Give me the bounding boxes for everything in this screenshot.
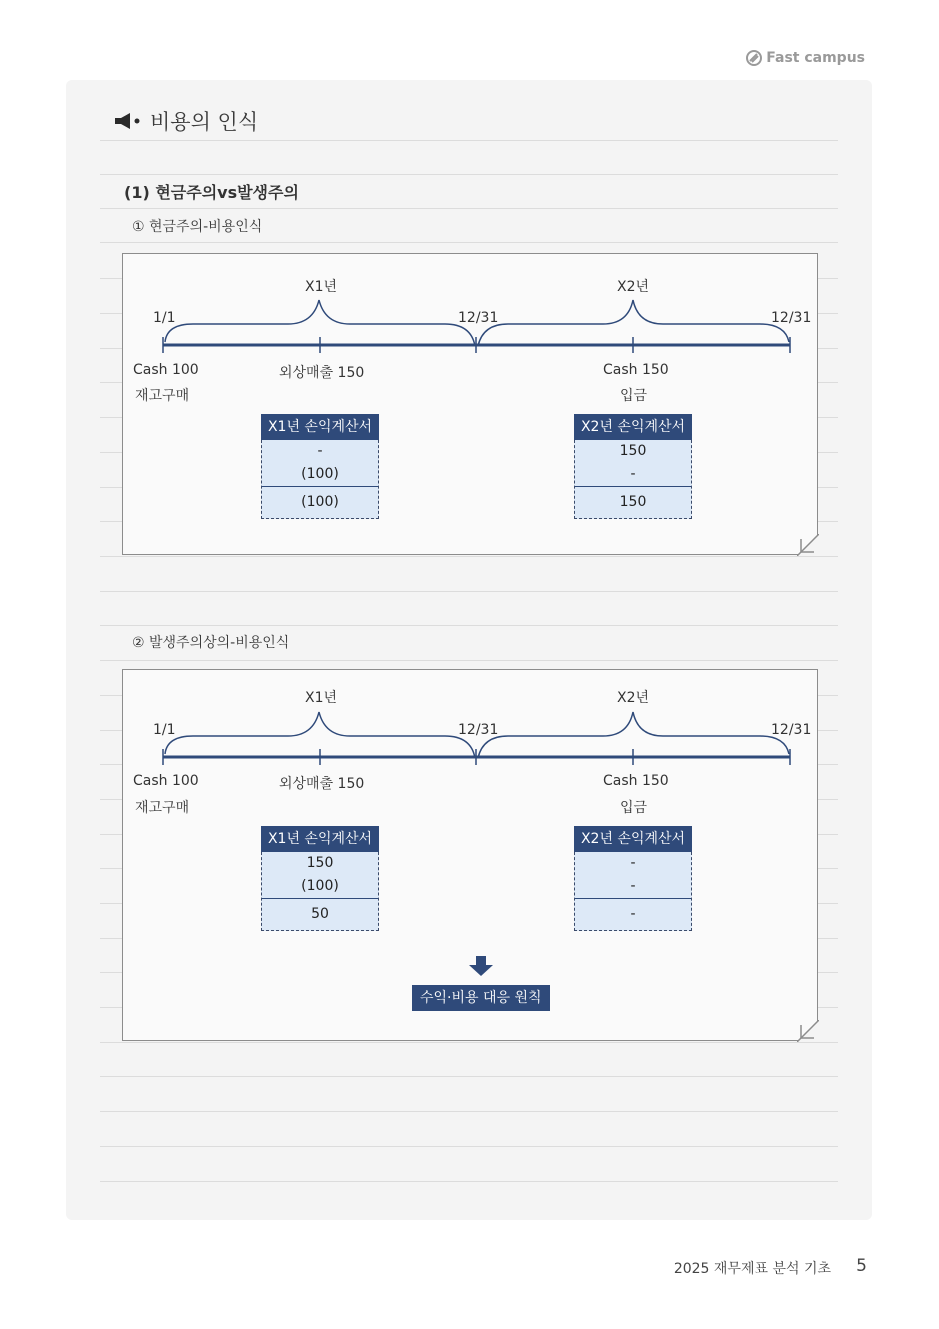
event-deposit: 입금 — [620, 800, 648, 816]
date-start: 1/1 — [153, 722, 176, 738]
date-mid: 12/31 — [458, 310, 499, 326]
panel2-box — [122, 669, 818, 1041]
statement-revenue: - — [317, 443, 323, 459]
section-title — [112, 106, 258, 136]
page-curl-icon — [797, 534, 819, 556]
date-start: 1/1 — [153, 310, 176, 326]
statement-expense: - — [630, 466, 636, 482]
year2-label: X2년 — [617, 279, 650, 295]
date-end: 12/31 — [771, 310, 812, 326]
statement-expense: - — [630, 878, 636, 894]
panel1-title: ① 현금주의-비용인식 — [132, 219, 263, 235]
statement-net: 150 — [575, 486, 691, 518]
panel1-x1-income-statement — [261, 414, 379, 519]
statement-header: X1년 손익계산서 — [261, 414, 379, 440]
statement-net: (100) — [262, 486, 378, 518]
event-deposit: 입금 — [620, 388, 648, 404]
panel2-x1-income-statement — [261, 826, 379, 931]
event-cash-150: Cash 150 — [603, 362, 669, 378]
event-inventory-purchase: 재고구매 — [135, 388, 190, 404]
panel1-x2-income-statement — [574, 414, 692, 519]
event-inventory-purchase: 재고구매 — [135, 800, 190, 816]
page-curl-icon — [797, 1020, 819, 1042]
statement-net: 50 — [262, 898, 378, 930]
statement-net: - — [575, 898, 691, 930]
panel2-x2-income-statement — [574, 826, 692, 931]
brand-logo — [746, 50, 865, 66]
statement-header: X2년 손익계산서 — [574, 414, 692, 440]
statement-revenue: - — [630, 855, 636, 871]
statement-expense: (100) — [301, 466, 339, 482]
year2-label: X2년 — [617, 690, 650, 706]
event-cash-100: Cash 100 — [133, 773, 199, 789]
fastcampus-icon — [746, 50, 762, 66]
panel1-timeline — [123, 254, 817, 554]
statement-revenue: 150 — [619, 443, 647, 459]
event-credit-sale: 외상매출 150 — [279, 365, 365, 381]
date-end: 12/31 — [771, 722, 812, 738]
arrow-down-icon — [469, 956, 493, 976]
statement-revenue: 150 — [306, 855, 334, 871]
brand-name: Fast campus — [766, 50, 865, 66]
panel2-title: ② 발생주의상의-비용인식 — [132, 635, 290, 651]
statement-header: X1년 손익계산서 — [261, 826, 379, 852]
page-number: 5 — [856, 1256, 867, 1276]
statement-header: X2년 손익계산서 — [574, 826, 692, 852]
date-mid: 12/31 — [458, 722, 499, 738]
matching-principle-badge: 수익·비용 대응 원칙 — [412, 985, 550, 1011]
year1-label: X1년 — [305, 690, 338, 706]
section-title-text: 비용의 인식 — [150, 110, 259, 134]
panel1-box — [122, 253, 818, 555]
footer-title: 2025 재무제표 분석 기초 — [673, 1261, 831, 1277]
subsection-title: (1) 현금주의vs발생주의 — [124, 183, 299, 202]
statement-expense: (100) — [301, 878, 339, 894]
year1-label: X1년 — [305, 279, 338, 295]
event-credit-sale: 외상매출 150 — [279, 776, 365, 792]
megaphone-icon — [112, 111, 142, 131]
event-cash-150: Cash 150 — [603, 773, 669, 789]
event-cash-100: Cash 100 — [133, 362, 199, 378]
